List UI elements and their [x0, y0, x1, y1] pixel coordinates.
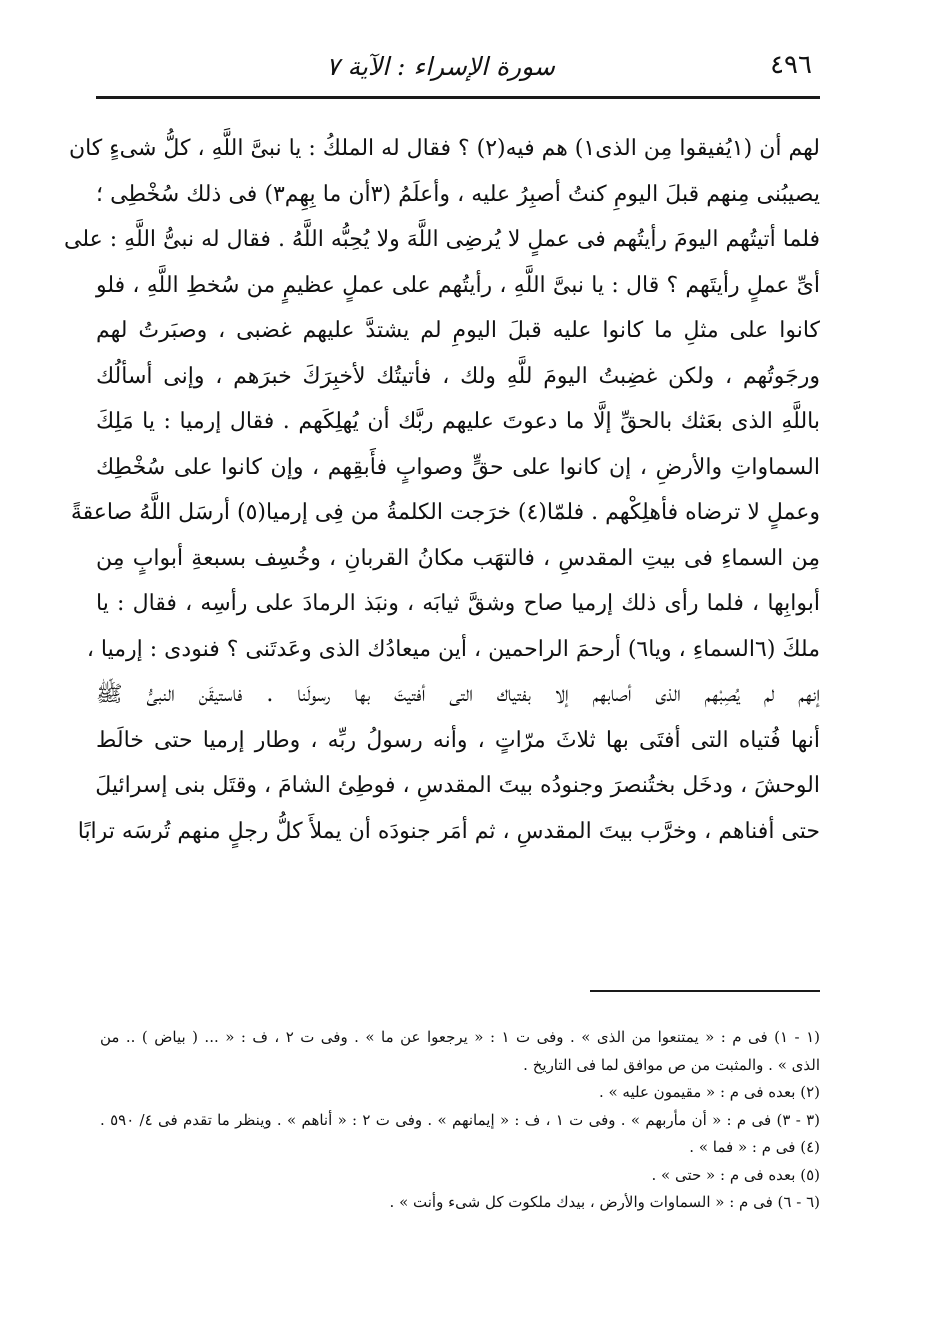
footnote-divider [590, 990, 820, 992]
text-line: يصيبُنى مِنهم قبلَ اليومِ كنتُ أصبِرُ عليه ، وأعلَمُ (٣أن ما بِهِم٣) فى ذلك سُخْطِى ؛ [96, 181, 820, 207]
footnote-line: (٥) بعده فى م : « حتى » . [651, 1165, 820, 1184]
header-divider [96, 96, 820, 99]
text-line: وعملٍ لا ترضاه فأهلِكْهم . فلمّا(٤) خرَجت الكلمةُ من فِى إرميا(٥) أرسَل اللَّهُ صاعقةً [70, 500, 820, 525]
text-line: الوحشَ ، ودخَل بختُنصرَ وجنودُه بيتَ المقدسِ ، فوطِئ الشامَ ، وقتَل بنى إسرائيلَ [95, 773, 820, 798]
text-line: أىِّ عملٍ رأيتَهم ؟ قال : يا نبىَّ اللَّهِ ، رأيتُهم على عملٍ عظيمٍ من سُخطِ اللَّهِ ، فلو [96, 272, 820, 298]
text-line: إنهم لم يُصِبْهم الذى أصابهم إلا بفتياك التى أفتيتَ بها رسولَنا . فاستيقَن النبىُّ ﷺ [96, 682, 820, 707]
footnote-line: (١ - ١) فى م : « يمتنعوا من الذى » . وفى ت ١ : « يرجعوا عن ما » . وفى ت ٢ ، ف : « ... ( بياض ) .. من [100, 1028, 820, 1046]
text-line: أبوابِها ، فلما رأى ذلك إرميا صاح وشقَّ ثيابَه ، ونبَذ الرمادَ على رأسِه ، فقال : يا [96, 591, 820, 616]
footnote-line: (٦ - ٦) فى م : « السماوات والأرض ، بيدك ملكوت كل شىء وأنت » . [389, 1193, 820, 1211]
footnote-line: (٣ - ٣) فى م : « أن مأربهم » . وفى ت ١ ، ف : « إيمانهم » . وفى ت ٢ : « أناهم » . وينظر ما تقدم فى ٤/ ٥٩٠ . [100, 1110, 821, 1129]
text-line: أنها فُتياه التى أفتَى بها ثلاثَ مرّاتٍ ، وأنه رسولُ ربِّه ، وطار إرميا حتى خالَط [96, 727, 820, 753]
text-line: لهم أن (١يُفيقوا مِن الذى١) هم فيه(٢) ؟ فقال له الملكُ : يا نبىَّ اللَّهِ ، كلُّ شىءٍ كان [68, 136, 820, 161]
text-line: حتى أفناهم ، وخرَّب بيتَ المقدسِ ، ثم أمَر جنودَه أن يملأَ كلُّ رجلٍ منهم تُرسَه ترابًا [77, 818, 820, 844]
text-line: ملكَ (٦السماءِ ، ويا٦) أرحمَ الراحمين ، أين ميعادُك الذى وعَدتَنى ؟ فنودى : إرميا ، [86, 636, 820, 662]
text-line: فلما أتيتُهم اليومَ رأيتُهم فى عملٍ لا يُرضِى اللَّهَ ولا يُحِبُّه اللَّهُ . فقال له نبىُّ اللَّهِ : على [64, 227, 820, 252]
footnote-line: الذى » . والمثبت من ص موافق لما فى التاريخ . [523, 1055, 820, 1074]
footnote-line: (٤) فى م : « فما » . [689, 1138, 820, 1156]
footnotes [100, 1024, 820, 1217]
page-header [96, 40, 820, 92]
text-line: كانوا على مثلِ ما كانوا عليه قبلَ اليومِ لم يشتدَّ عليهم غضبى ، وصبَرتُ لهم [96, 318, 820, 343]
text-line: مِن السماءِ فى بيتِ المقدسِ ، فالتهَب مكانُ القربانِ ، وخُسِف بسبعةِ أبوابٍ مِن [96, 545, 820, 571]
text-line: باللَّهِ الذى بعَثك بالحقِّ إلَّا ما دعوتَ عليهم ربَّك أن يُهلِكَهم . فقال إرميا : يا مَلِكَ [96, 409, 820, 434]
running-title: سورة الإسراء : الآية ٧ [326, 52, 555, 81]
footnote-line: (٢) بعده فى م : « مقيمون عليه » . [598, 1083, 820, 1101]
main-text [64, 126, 820, 854]
page-number: ٤٩٦ [770, 50, 812, 80]
text-line: ورجَوتُهم ، ولكن غضِبتُ اليومَ للَّهِ ولك ، فأتيتُك لأخبِرَكَ خبرَهم ، وإنى أسألُك [96, 363, 820, 389]
text-line: السماواتِ والأرضِ ، إن كانوا على حقٍّ وصوابٍ فأَبقِهم ، وإن كانوا على سُخْطِك [96, 454, 820, 480]
